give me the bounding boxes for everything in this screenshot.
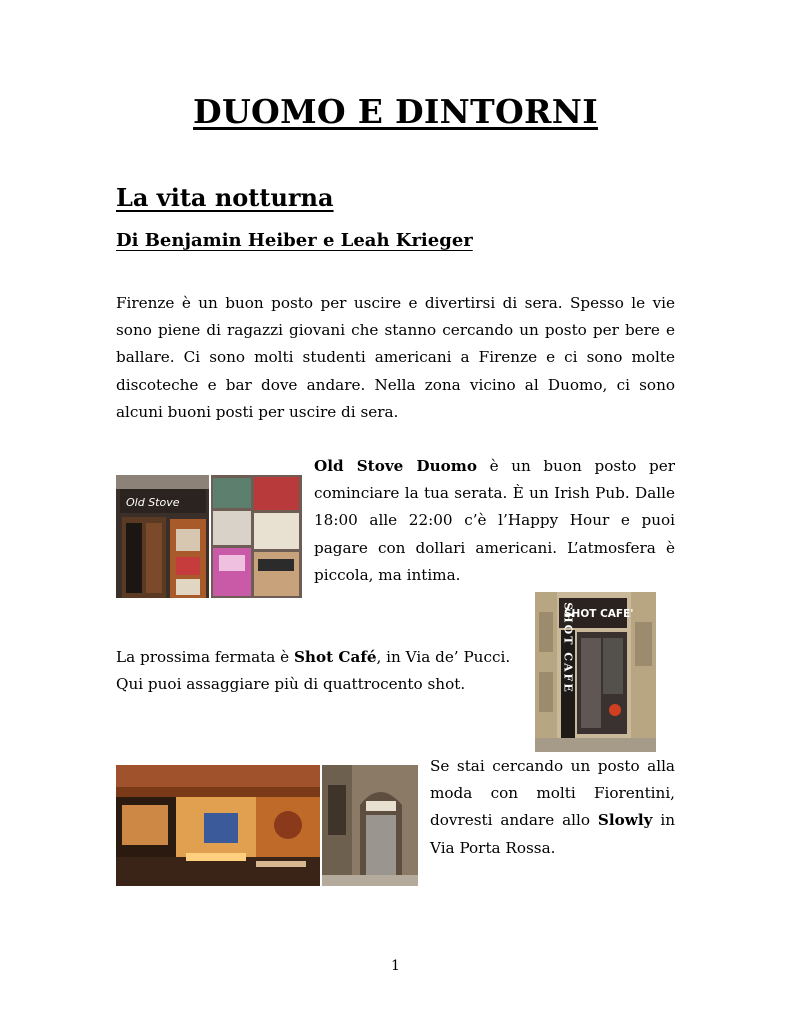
old-stove-posters-photo (211, 475, 302, 598)
old-stove-paragraph (314, 453, 675, 589)
shot-cafe-sign-text: SHOT CAFE' (564, 608, 634, 620)
slowly-interior-photo (116, 765, 320, 886)
old-stove-storefront-photo (116, 475, 209, 598)
intro-paragraph (116, 290, 675, 426)
shot-cafe-name: Shot Café (293, 648, 377, 666)
slowly-paragraph (430, 753, 675, 862)
slowly-intro: Se stai cercando un posto alla moda con molti Fiorentini, dovresti andare allo (430, 757, 675, 830)
document-title: DUOMO E DINTORNI (193, 92, 598, 131)
slowly-text: in Via Porta Rossa. (430, 811, 675, 857)
slowly-street-photo (322, 765, 418, 886)
page-number: 1 (391, 958, 400, 974)
shot-cafe-text: , in Via de’ Pucci. Qui puoi assaggiare più di quattrocento shot. (116, 648, 511, 694)
shot-cafe-photo (535, 592, 656, 752)
byline: Di Benjamin Heiber e Leah Krieger (116, 230, 473, 251)
old-stove-name: Old Stove Duomo (314, 457, 477, 475)
intro-text: Firenze è un buon posto per uscire e divertirsi di sera. Spesso le vie sono piene di ragazzi giovani che stanno cercando un posto per bere e ballare. Ci sono molti studenti americani a Firenze e ci sono molte discoteche e bar dove andare. Nella zona vicino al Duomo, ci sono alcuni buoni posti per uscire di sera. (116, 294, 675, 421)
old-stove-sign-text: Old Stove (126, 496, 180, 509)
section-title: La vita notturna (116, 183, 334, 212)
shot-cafe-vertical-sign: SHOT CAFE (561, 602, 575, 694)
shot-cafe-paragraph (116, 644, 526, 698)
slowly-name: Slowly (597, 811, 653, 830)
shot-cafe-intro: La prossima fermata è (116, 648, 294, 666)
old-stove-text: è un buon posto per cominciare la tua serata. È un Irish Pub. Dalle 18:00 alle 22:00 c’è l’Happy Hour e puoi pagare con dollari americani. L’atmosfera è piccola, ma intima. (314, 457, 675, 584)
